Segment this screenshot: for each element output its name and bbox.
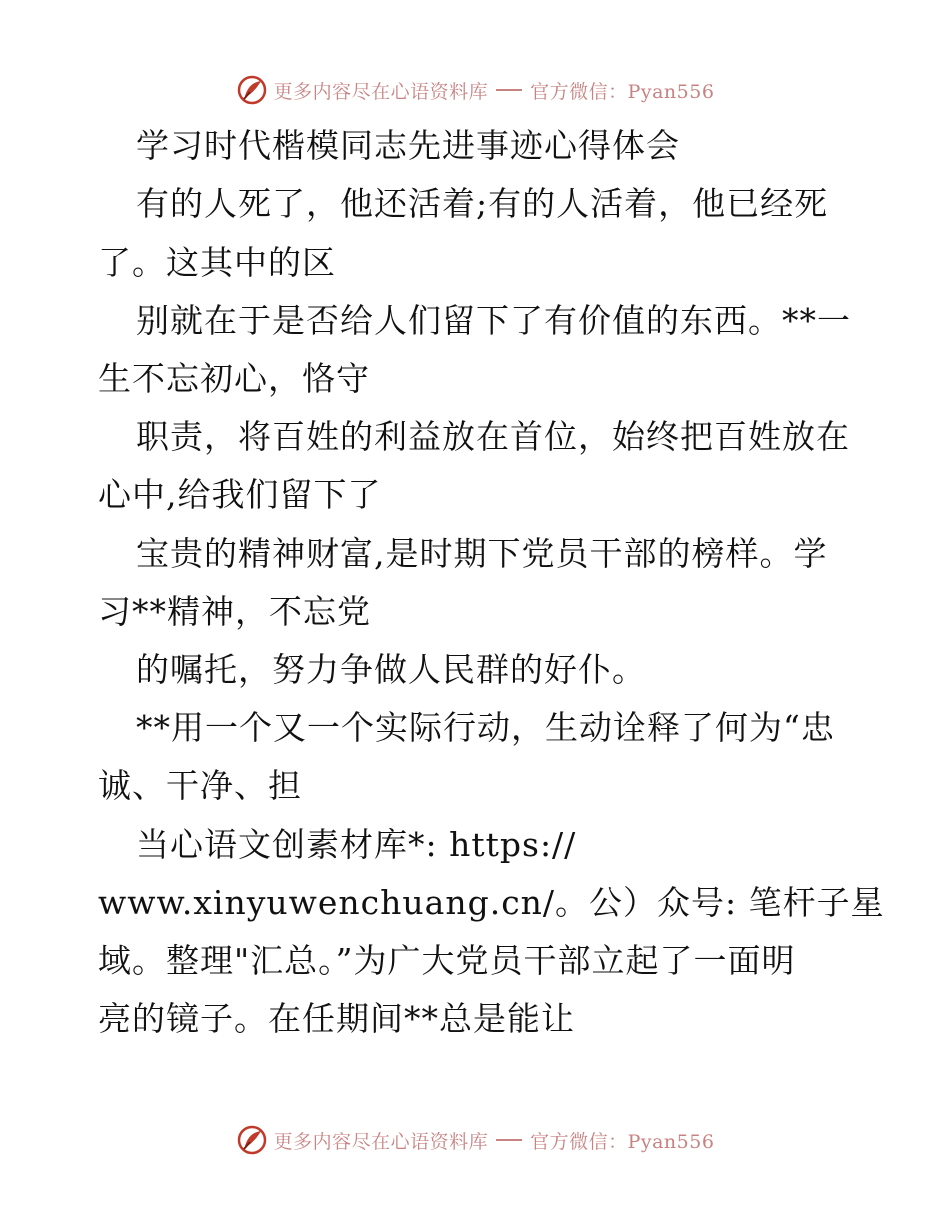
document-line: 了。这其中的区 bbox=[98, 243, 336, 282]
document-line: 有的人死了，他还活着;有的人活着，他已经死 bbox=[136, 184, 829, 223]
document-line: www.xinyuwenchuang.cn/。公）众号: 笔杆子星 bbox=[98, 883, 885, 922]
document-line: 宝贵的精神财富,是时期下党员干部的榜样。学 bbox=[136, 534, 828, 573]
footer-banner-suffix: 官方微信：Pyan556 bbox=[530, 1130, 715, 1153]
document-line: **用一个又一个实际行动，生动诠释了何为“忠 bbox=[136, 708, 835, 747]
header-banner-suffix: 官方微信：Pyan556 bbox=[530, 80, 715, 103]
footer-banner-dash bbox=[496, 1139, 522, 1141]
footer-banner bbox=[0, 1120, 950, 1160]
document-line: 当心语文创素材库*: https:// bbox=[136, 825, 577, 864]
document-line: 生不忘初心，恪守 bbox=[98, 359, 370, 398]
document-line: 心中,给我们留下了 bbox=[98, 475, 382, 514]
document-line: 别就在于是否给人们留下了有价值的东西。**一 bbox=[136, 301, 851, 340]
document-line: 域。整理"汇总。”为广大党员干部立起了一面明 bbox=[98, 941, 796, 980]
footer-banner-text: 更多内容尽在心语资料库 bbox=[273, 1130, 489, 1153]
red-leaf-pen-logo-icon bbox=[236, 74, 268, 106]
document-line: 的嘱托，努力争做人民群的好仆。 bbox=[136, 650, 646, 689]
header-banner bbox=[0, 70, 950, 110]
document-line: 职责，将百姓的利益放在首位，始终把百姓放在 bbox=[136, 417, 850, 456]
header-banner-dash bbox=[496, 89, 522, 91]
document-title: 学习时代楷模同志先进事迹心得体会 bbox=[136, 126, 680, 165]
red-leaf-pen-logo-icon bbox=[236, 1124, 268, 1156]
document-line: 诚、干净、担 bbox=[98, 766, 302, 805]
document-line: 习**精神，不忘党 bbox=[98, 592, 371, 631]
header-banner-text: 更多内容尽在心语资料库 bbox=[273, 80, 489, 103]
document-line: 亮的镜子。在任期间**总是能让 bbox=[98, 999, 575, 1038]
